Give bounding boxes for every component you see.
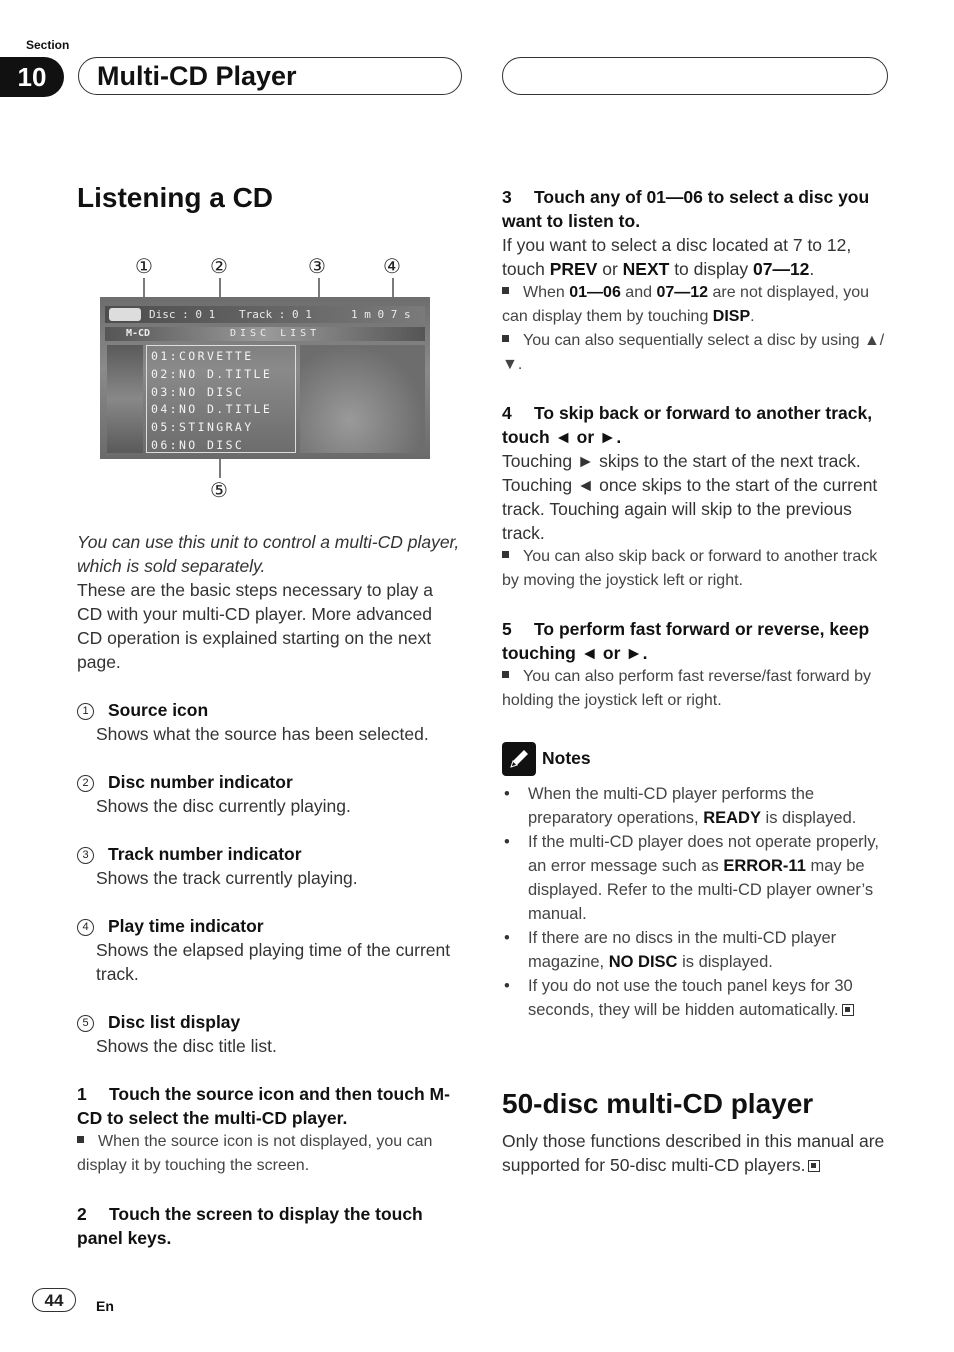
note-text: is displayed. (760, 809, 857, 828)
listening-heading: Listening a CD (77, 182, 274, 213)
range-label: 07—12 (752, 259, 810, 279)
step-note-text: When the source icon is not displayed, you can display it by touching the screen. (77, 1133, 433, 1174)
note-text: is displayed. (677, 953, 773, 972)
item-head (77, 698, 462, 722)
step3-body-a: If you want to select a disc located at 7 to 12, touch (502, 235, 852, 279)
step-text: Touch the screen to display the touch panel keys. (77, 1204, 423, 1248)
step-text: Touch the source icon and then touch M-CD to select the multi-CD player. (77, 1084, 450, 1128)
step3-body-c: . (809, 259, 815, 279)
fifty-disc-section (502, 1086, 892, 1176)
item-number: 4 (77, 919, 94, 936)
item-title: Disc list display (108, 1012, 241, 1032)
play-time-indicator: 1 m 0 7 s (351, 308, 411, 321)
mcd-bar (105, 327, 425, 341)
step-body: Touching ► skips to the start of the next track. Touching ◄ once skips to the start of the current track. Touching again will skip to the previous track. (502, 451, 878, 543)
disc-list-entry: 01:CORVETTE (151, 349, 254, 363)
notes-block (502, 741, 892, 1022)
step-note (77, 1130, 462, 1178)
range-1: 01—06 (569, 284, 621, 301)
note-text: If there are no discs in the multi-CD player magazine, (528, 929, 837, 972)
disc-list-entry: 05:STINGRAY (151, 420, 254, 435)
step-note-text: You can also skip back or forward to another track by moving the joystick left or right. (502, 548, 878, 589)
disc-list-entry: 03:NO DISC (151, 384, 245, 399)
step-number: 1 (77, 1084, 87, 1104)
source-icon (109, 308, 141, 321)
screen-background-art (300, 345, 425, 453)
callout-2: ② (210, 256, 228, 278)
note-text: may be displayed. Refer to the multi-CD player owner’s manual. (528, 857, 874, 924)
note-and: and (620, 284, 657, 301)
callout-1: ① (135, 256, 153, 278)
item-body: Shows the track currently playing. (96, 868, 358, 888)
step-number: 4 (502, 403, 512, 423)
callout-4: ④ (383, 256, 401, 278)
left-column (77, 180, 462, 216)
item-body: Shows the elapsed playing time of the current track. (96, 940, 451, 984)
bullet-square (502, 551, 509, 558)
callout-5: ⑤ (210, 480, 228, 502)
page-number: 44 (32, 1288, 76, 1312)
disc-number-indicator: Disc : 0 1 (149, 308, 216, 321)
step-note (502, 545, 892, 593)
note-keyword: READY (703, 809, 761, 828)
pencil-icon (502, 742, 536, 776)
right-column (502, 185, 892, 1177)
mcd-tag: M-CD (126, 328, 151, 339)
note-item (502, 974, 892, 1022)
bullet-square (502, 287, 509, 294)
step-3 (502, 185, 892, 377)
item-number: 1 (77, 703, 94, 720)
unit-display-screen (100, 297, 430, 459)
left-text (77, 530, 462, 1250)
range-2: 07—12 (656, 284, 709, 301)
step-body (502, 233, 892, 281)
intro-italic: You can use this unit to control a multi-CD player, which is sold separately. (77, 532, 460, 576)
section-label: Section (26, 38, 70, 52)
note-item (502, 926, 892, 974)
note-text: When the multi-CD player performs the preparatory operations, (528, 785, 815, 828)
step-text: To perform fast forward or reverse, keep touching ◄ or ►. (502, 619, 870, 663)
step-note (502, 281, 892, 329)
track-number-indicator: Track : 0 1 (239, 308, 312, 321)
fifty-disc-body (502, 1129, 892, 1177)
notes-list (502, 782, 892, 1022)
callout-3: ③ (308, 256, 326, 278)
note-keyword: NO DISC (608, 953, 678, 972)
item-3 (77, 842, 462, 890)
item-title: Track number indicator (108, 844, 302, 864)
step-note-text: You can also perform fast reverse/fast forward by holding the joystick left or right. (502, 668, 872, 709)
item-4 (77, 914, 462, 986)
item-title: Play time indicator (108, 916, 264, 936)
note-text: If the multi-CD player does not operate properly, an error message such as (528, 833, 879, 876)
item-head (77, 1010, 462, 1034)
item-title: Source icon (108, 700, 209, 720)
step3-body-b: to display (669, 259, 753, 279)
disc-list-entry: 06:NO DISC (151, 437, 245, 452)
notes-header (502, 741, 892, 776)
end-mark-icon (842, 1004, 854, 1016)
item-head (77, 770, 462, 794)
item-5 (77, 1010, 462, 1058)
item-body: Shows the disc currently playing. (96, 796, 351, 816)
notes-title: Notes (542, 748, 591, 768)
step-number: 5 (502, 619, 512, 639)
step-heading (502, 401, 892, 449)
step-1 (77, 1082, 462, 1178)
step-4 (502, 401, 892, 593)
language-code: En (96, 1298, 114, 1314)
step-text: Touch any of 01—06 to select a disc you want to listen to. (502, 187, 870, 231)
fifty-disc-heading: 50-disc multi-CD player (502, 1088, 814, 1120)
note-a: When (523, 284, 570, 301)
bullet-square (502, 335, 509, 342)
disc-list-caption: DISC LIST (230, 328, 321, 339)
end-mark-icon (808, 1160, 820, 1172)
step-note (502, 329, 892, 377)
disp-key-label: DISP (712, 308, 751, 325)
step-heading (502, 185, 892, 233)
item-head (77, 842, 462, 866)
header-right-frame (502, 57, 888, 95)
note-text: If you do not use the touch panel keys for 30 seconds, they will be hidden automatically. (528, 977, 853, 1020)
next-key-label: NEXT (622, 259, 670, 279)
fifty-disc-text: Only those functions described in this manual are supported for 50-disc multi-CD players. (502, 1130, 885, 1175)
step-2 (77, 1202, 462, 1250)
step-number: 2 (77, 1204, 87, 1224)
step-note-text: You can also sequentially select a disc by using ▲/▼. (502, 332, 885, 373)
item-title: Disc number indicator (108, 772, 293, 792)
item-2 (77, 770, 462, 818)
disc-list-entry: 04:NO D.TITLE (151, 402, 273, 417)
step-heading (77, 1202, 462, 1250)
disc-list-display (146, 345, 296, 453)
note-c: . (750, 308, 755, 325)
bullet-square (502, 671, 509, 678)
step3-body-or: or (597, 259, 623, 279)
item-number: 5 (77, 1015, 94, 1032)
step-5 (502, 617, 892, 713)
chapter-title: Multi-CD Player (78, 57, 462, 95)
step-number: 3 (502, 187, 512, 207)
note-keyword: ERROR-11 (723, 857, 806, 876)
section-number-badge: 10 (0, 57, 64, 97)
step-text: To skip back or forward to another track, touch ◄ or ►. (502, 403, 873, 447)
prev-key-label: PREV (549, 259, 598, 279)
item-body: Shows the disc title list. (96, 1036, 277, 1056)
note-item (502, 830, 892, 926)
step-heading (502, 617, 892, 665)
screen-side-panel (107, 345, 143, 453)
step-note (502, 665, 892, 713)
item-number: 2 (77, 775, 94, 792)
status-bar (105, 306, 425, 323)
item-body: Shows what the source has been selected. (96, 724, 429, 744)
item-head (77, 914, 462, 938)
disc-list-figure (77, 250, 462, 510)
item-1 (77, 698, 462, 746)
item-number: 3 (77, 847, 94, 864)
step-heading (77, 1082, 462, 1130)
bullet-square (77, 1136, 84, 1143)
disc-list-entry: 02:NO D.TITLE (151, 366, 273, 381)
intro-paragraph: These are the basic steps necessary to play a CD with your multi-CD player. More advanced CD operation is explained starting on the next page. (77, 580, 434, 672)
note-item (502, 782, 892, 830)
note-b: are not displayed, you can display them by touching (502, 284, 870, 325)
